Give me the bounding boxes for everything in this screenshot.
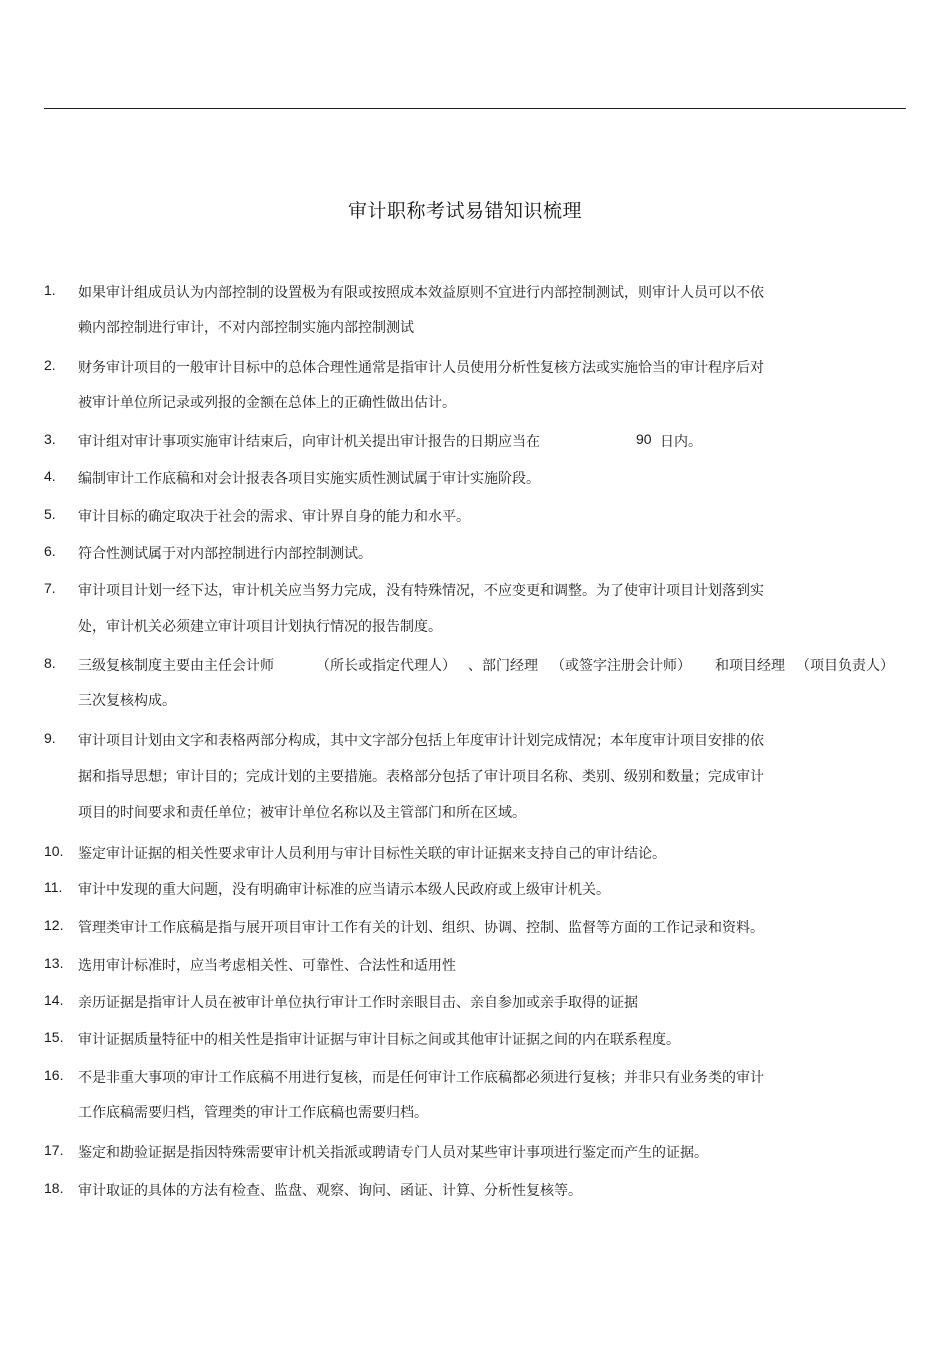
item-number: 4.	[44, 468, 56, 484]
item-number: 11.	[44, 879, 63, 895]
item-number: 12.	[44, 917, 64, 933]
item-text-line: 工作底稿需要归档，管理类的审计工作底稿也需要归档。	[78, 1105, 428, 1121]
item-text-line: 据和指导思想；审计目的；完成计划的主要措施。表格部分包括了审计项目名称、类别、级别和数量；完成审计	[78, 769, 764, 785]
document-title: 审计职称考试易错知识梳理	[347, 200, 582, 222]
item-text-line: 审计中发现的重大问题，没有明确审计标准的应当请示本级人民政府或上级审计机关。	[78, 882, 610, 898]
item-number: 14.	[44, 992, 64, 1008]
item-text-line: 鉴定和勘验证据是指因特殊需要审计机关指派或聘请专门人员对某些审计事项进行鉴定而产生的证据。	[78, 1145, 708, 1161]
item-text-line: 符合性测试属于对内部控制进行内部控制测试。	[78, 546, 372, 562]
item-text-segment: 和项目经理	[715, 658, 785, 674]
item-text-segment: 审计组对审计事项实施审计结束后，向审计机关提出审计报告的日期应当在	[78, 434, 540, 450]
item-number: 13.	[44, 955, 64, 971]
item-number: 5.	[44, 506, 56, 522]
item-text-line: 亲历证据是指审计人员在被审计单位执行审计工作时亲眼目击、亲自参加或亲手取得的证据	[78, 995, 638, 1011]
item-number: 9.	[44, 730, 56, 746]
item-text-line: 编制审计工作底稿和对会计报表各项目实施实质性测试属于审计实施阶段。	[78, 471, 540, 487]
item-text-segment: 90	[636, 431, 652, 447]
item-text-segment: 三级复核制度主要由主任会计师	[78, 658, 274, 674]
item-text-segment: 日内。	[660, 434, 702, 450]
item-number: 6.	[44, 543, 56, 559]
item-text-line: 三次复核构成。	[78, 693, 176, 709]
item-text-segment: （项目负责人）	[796, 658, 894, 674]
item-text-line: 审计目标的确定取决于社会的需求、审计界自身的能力和水平。	[78, 509, 470, 525]
item-number: 18.	[44, 1180, 64, 1196]
item-text-line: 项目的时间要求和责任单位；被审计单位名称以及主管部门和所在区域。	[78, 805, 526, 821]
item-number: 17.	[44, 1142, 64, 1158]
item-number: 7.	[44, 580, 56, 596]
item-text-line: 审计证据质量特征中的相关性是指审计证据与审计目标之间或其他审计证据之间的内在联系程度。	[78, 1032, 680, 1048]
item-text-line: 鉴定审计证据的相关性要求审计人员利用与审计目标性关联的审计证据来支持自己的审计结论。	[78, 846, 666, 862]
header-rule	[44, 108, 906, 109]
item-text-line: 如果审计组成员认为内部控制的设置极为有限或按照成本效益原则不宜进行内部控制测试，则审计人员可以不依	[78, 285, 764, 301]
item-text-line: 不是非重大事项的审计工作底稿不用进行复核，而是任何审计工作底稿都必须进行复核；并非只有业务类的审计	[78, 1070, 764, 1086]
item-text-line: 选用审计标准时，应当考虑相关性、可靠性、合法性和适用性	[78, 958, 456, 974]
item-text-line: 管理类审计工作底稿是指与展开项目审计工作有关的计划、组织、协调、控制、监督等方面的工作记录和资料。	[78, 920, 764, 936]
item-text-line: 处，审计机关必须建立审计项目计划执行情况的报告制度。	[78, 619, 442, 635]
item-number: 1.	[44, 282, 56, 298]
item-number: 16.	[44, 1067, 64, 1083]
item-text-line: 审计取证的具体的方法有检查、监盘、观察、询问、函证、计算、分析性复核等。	[78, 1183, 582, 1199]
item-number: 3.	[44, 431, 56, 447]
item-text-line: 赖内部控制进行审计，不对内部控制实施内部控制测试	[78, 320, 414, 336]
item-text-line: 被审计单位所记录或列报的金额在总体上的正确性做出估计。	[78, 395, 456, 411]
item-text-line: 审计项目计划由文字和表格两部分构成，其中文字部分包括上年度审计计划完成情况；本年度审计项目安排的依	[78, 733, 764, 749]
item-text-segment: （或签字注册会计师）	[551, 658, 691, 674]
item-number: 8.	[44, 655, 56, 671]
item-text-segment: （所长或指定代理人）	[316, 658, 456, 674]
item-text-segment: 、部门经理	[468, 658, 538, 674]
item-number: 10.	[44, 843, 64, 859]
item-text-line: 审计项目计划一经下达，审计机关应当努力完成，没有特殊情况，不应变更和调整。为了使审计项目计划落到实	[78, 583, 764, 599]
item-number: 2.	[44, 357, 56, 373]
item-text-line: 财务审计项目的一般审计目标中的总体合理性通常是指审计人员使用分析性复核方法或实施恰当的审计程序后对	[78, 360, 764, 376]
item-number: 15.	[44, 1029, 64, 1045]
